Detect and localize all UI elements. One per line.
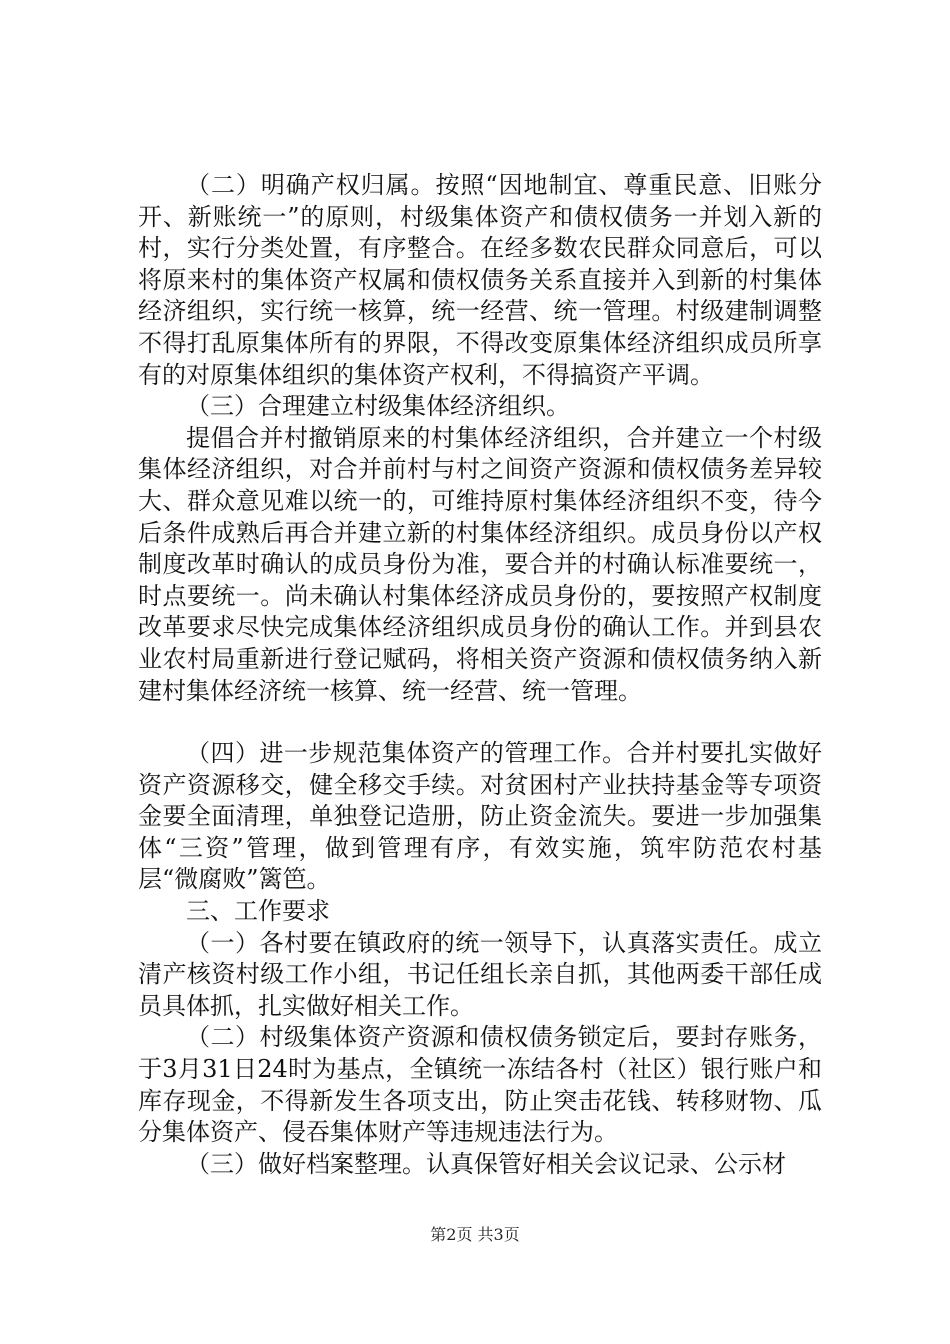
document-body [138,170,822,1180]
section-heading-work-requirements: 三、工作要求 [186,897,330,926]
paragraph-gap [138,707,822,738]
paragraph-heading-collective-organization: （三）合理建立村级集体经济组织。 [186,392,570,421]
page-number-footer: 第2页 共3页 [430,1225,520,1244]
paragraph-requirement-three: （三）做好档案整理。认真保管好相关会议记录、公示材 [186,1149,786,1178]
paragraph-property-ownership: （二）明确产权归属。按照“因地制宜、尊重民意、旧账分开、新账统一”的原则，村级集体资产和债权债务一并划入新的村，实行分类处置，有序整合。在经多数农民群众同意后，可以将原来村的集体资产权属和债权债务关系直接并入到新的村集体经济组织，实行统一核算，统一经营、统一管理。村级建制调整不得打乱原集体所有的界限，不得改变原集体经济组织成员所享有的对原集体组织的集体资产权利，不得搞资产平调。 [138,171,822,389]
paragraph-requirement-one: （一）各村要在镇政府的统一领导下，认真落实责任。成立清产核资村级工作小组，书记任组长亲自抓，其他两委干部任成员具体抓，扎实做好相关工作。 [138,928,822,1020]
paragraph-asset-management: （四）进一步规范集体资产的管理工作。合并村要扎实做好资产资源移交，健全移交手续。对贫困村产业扶持基金等专项资金要全面清理，单独登记造册，防止资金流失。要进一步加强集体“三资”管理，做到管理有序，有效实施，筑牢防范农村基层“微腐败”篱笆。 [138,739,822,894]
paragraph-requirement-two: （二）村级集体资产资源和债权债务锁定后，要封存账务，于3月31日24时为基点，全镇统一冻结各村（社区）银行账户和库存现金，不得新发生各项支出，防止突击花钱、转移财物、瓜分集体资产、侵吞集体财产等违规违法行为。 [138,1023,822,1147]
paragraph-merge-organization: 提倡合并村撤销原来的村集体经济组织，合并建立一个村级集体经济组织，对合并前村与村之间资产资源和债权债务差异较大、群众意见难以统一的，可维持原村集体经济组织不变，待今后条件成熟后再合并建立新的村集体经济组织。成员身份以产权制度改革时确认的成员身份为准，要合并的村确认标准要统一，时点要统一。尚未确认村集体经济成员身份的，要按照产权制度改革要求尽快完成集体经济组织成员身份的确认工作。并到县农业农村局重新进行登记赋码，将相关资产资源和债权债务纳入新建村集体经济统一核算、统一经营、统一管理。 [138,423,822,705]
